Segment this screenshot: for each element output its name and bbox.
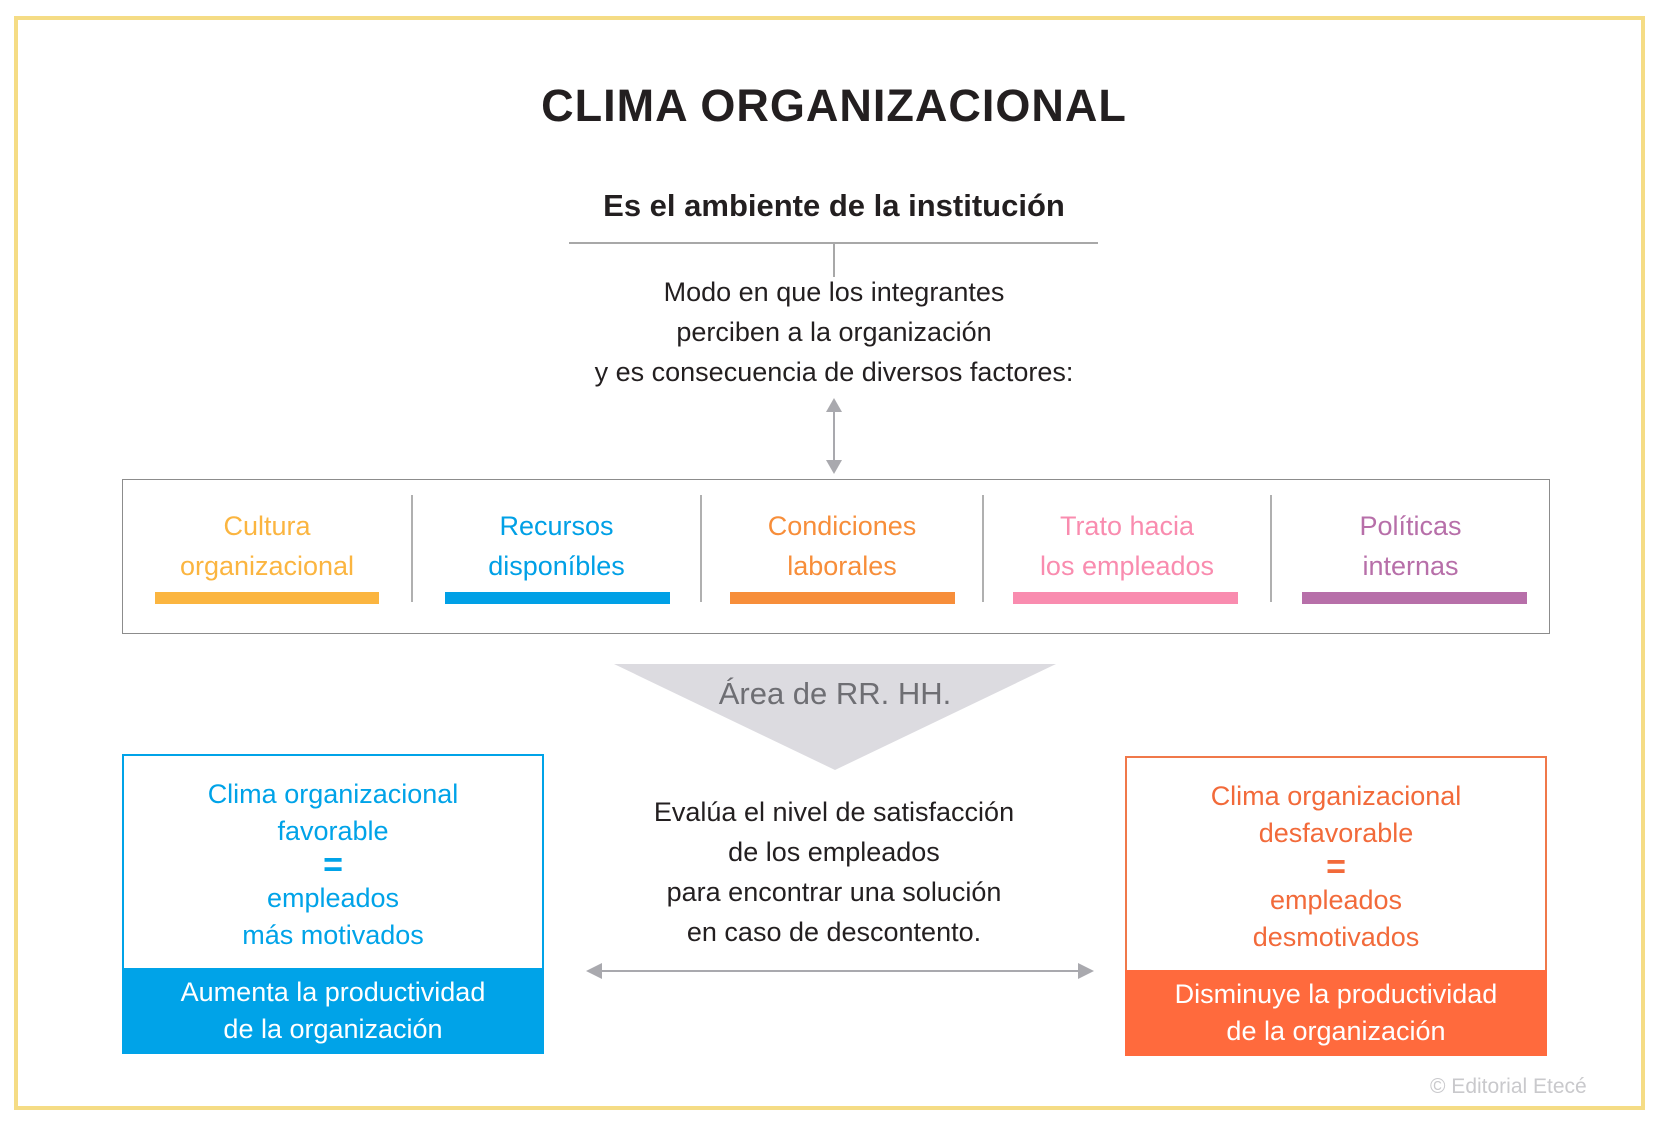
description-line: perciben a la organización	[676, 317, 992, 347]
evaluation-line: de los empleados	[728, 837, 940, 867]
factor-label: internas	[1362, 551, 1459, 581]
factor-color-bar	[730, 592, 955, 604]
hr-evaluation-text	[560, 792, 1108, 952]
factor-color-bar	[155, 592, 379, 604]
double-arrow-horizontal-icon	[586, 960, 1094, 982]
copyright-notice: © Editorial Etecé	[1430, 1075, 1587, 1098]
unfavorable-result-banner	[1125, 970, 1547, 1056]
unfavorable-climate-box	[1125, 756, 1547, 1056]
favorable-line: favorable	[277, 816, 389, 846]
evaluation-line: para encontrar una solución	[666, 877, 1002, 907]
unfavorable-line: desfavorable	[1258, 818, 1414, 848]
favorable-line: Clima organizacional	[207, 779, 459, 809]
factor-label: disponíbles	[488, 551, 625, 581]
double-arrow-vertical-icon	[822, 398, 846, 474]
unfavorable-line: empleados	[1269, 885, 1403, 915]
favorable-line: empleados	[266, 883, 400, 913]
factor-label: los empleados	[1039, 551, 1215, 581]
hr-area-label: Área de RR. HH.	[718, 676, 952, 711]
favorable-line: más motivados	[242, 920, 424, 950]
factor-label: Políticas	[1359, 511, 1462, 541]
diagram-title: CLIMA ORGANIZACIONAL	[541, 80, 1127, 131]
unfavorable-result-line: Disminuye la productividad	[1174, 979, 1498, 1009]
unfavorable-result-line: de la organización	[1226, 1016, 1446, 1046]
evaluation-line: en caso de descontento.	[686, 917, 982, 947]
factor-label: Condiciones	[767, 511, 917, 541]
factor-recursos	[413, 480, 700, 633]
favorable-result-line: Aumenta la productividad	[180, 977, 486, 1007]
factor-color-bar	[1013, 592, 1238, 604]
factor-label: organizacional	[179, 551, 355, 581]
factor-cultura	[123, 480, 411, 633]
favorable-climate-box	[122, 754, 544, 1054]
factor-politicas	[1272, 480, 1549, 633]
factor-condiciones	[702, 480, 982, 633]
factor-trato	[984, 480, 1270, 633]
equals-sign: =	[1326, 848, 1346, 886]
factor-label: Cultura	[223, 511, 311, 541]
unfavorable-line: Clima organizacional	[1210, 781, 1462, 811]
definition-heading: Es el ambiente de la institución	[603, 188, 1065, 223]
unfavorable-line: desmotivados	[1252, 922, 1420, 952]
definition-description	[0, 272, 1668, 392]
factor-color-bar	[445, 592, 670, 604]
evaluation-line: Evalúa el nivel de satisfacción	[653, 797, 1015, 827]
favorable-result-banner	[122, 968, 544, 1054]
equals-sign: =	[323, 846, 343, 884]
description-line: Modo en que los integrantes	[663, 277, 1005, 307]
factor-label: Recursos	[499, 511, 614, 541]
description-line: y es consecuencia de diversos factores:	[594, 357, 1074, 387]
factor-color-bar	[1302, 592, 1527, 604]
factor-label: Trato hacia	[1059, 511, 1195, 541]
factors-panel	[122, 479, 1550, 634]
favorable-result-line: de la organización	[223, 1014, 443, 1044]
factor-label: laborales	[787, 551, 897, 581]
